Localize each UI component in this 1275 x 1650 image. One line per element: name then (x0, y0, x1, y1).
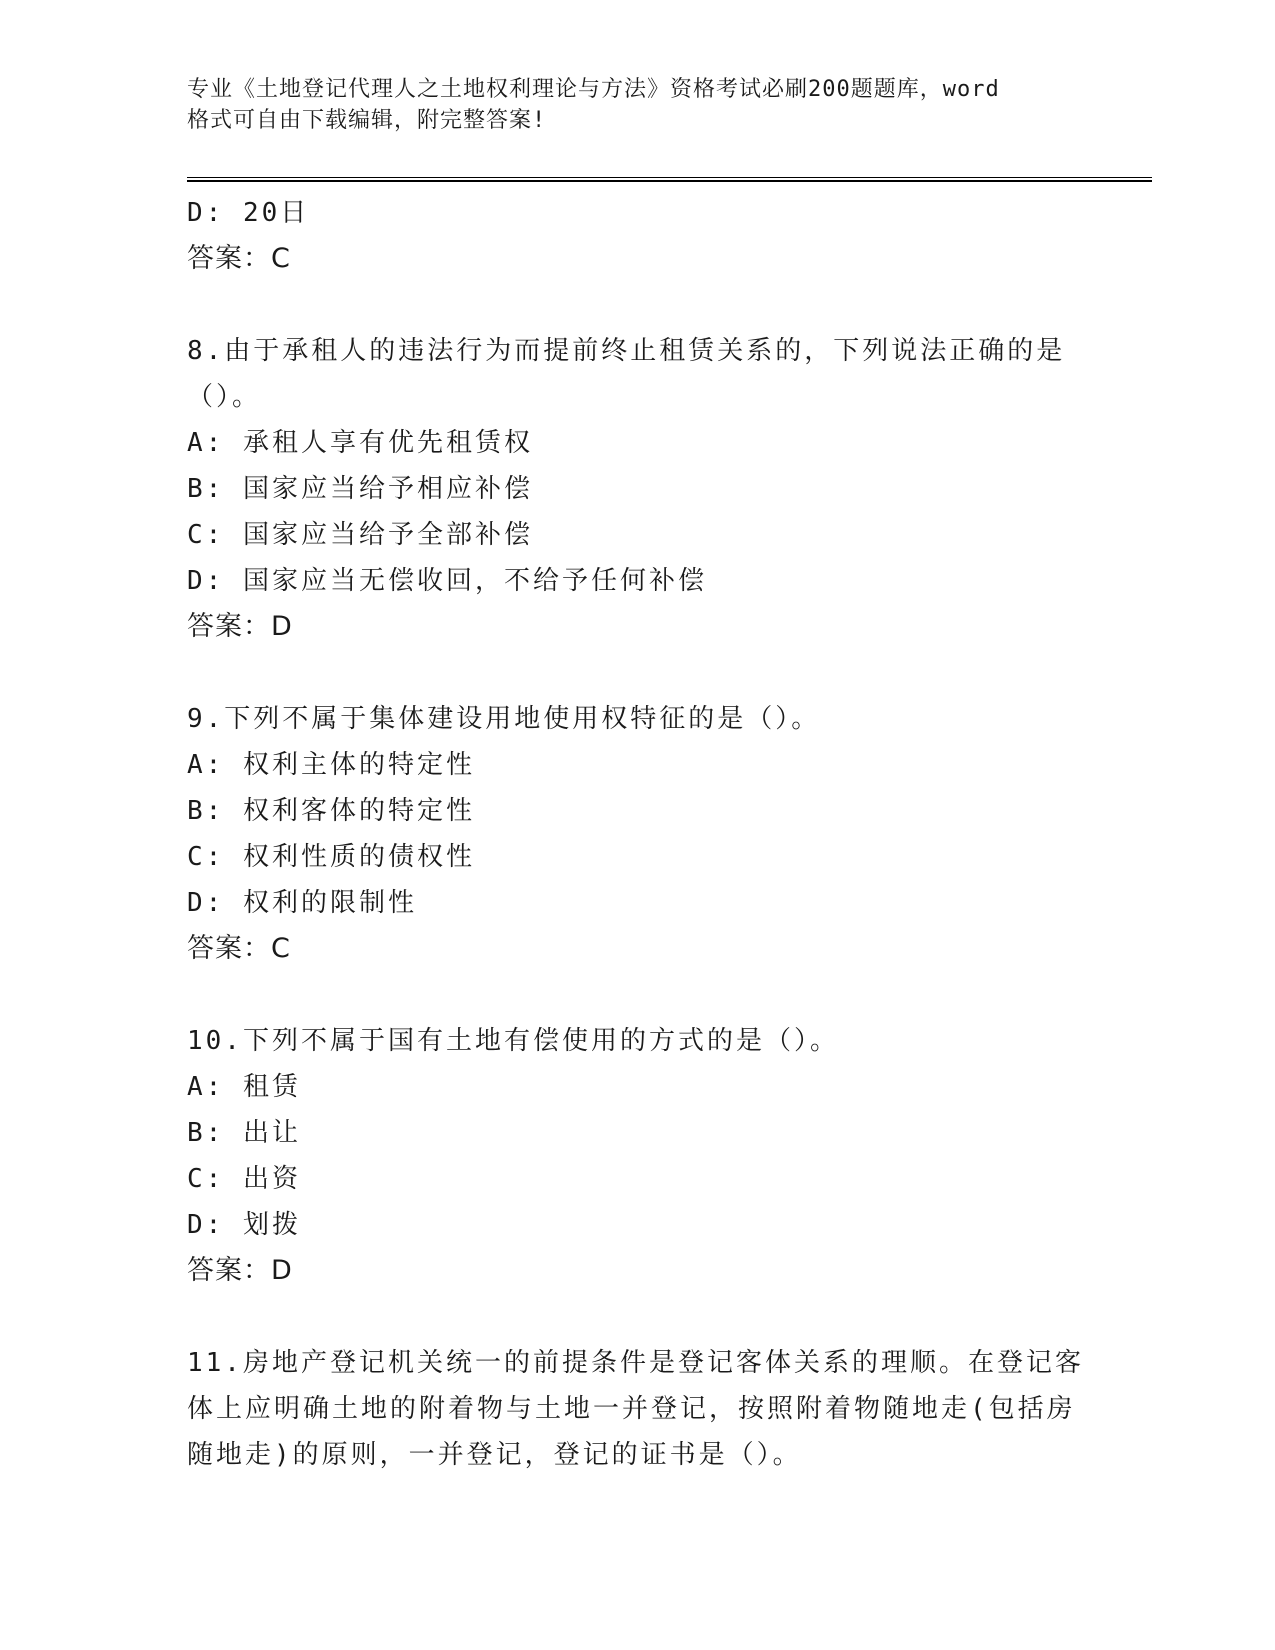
header-line-2: 格式可自由下载编辑，附完整答案! (187, 108, 547, 133)
question-9-option-d: D: 权利的限制性 (187, 888, 417, 918)
question-10-option-b: B: 出让 (187, 1118, 301, 1148)
question-11 (187, 1340, 1087, 1478)
question-9-option-b: B: 权利客体的特定性 (187, 796, 475, 826)
question-8-title-line-1: 8.由于承租人的违法行为而提前终止租赁关系的，下列说法正确的是 (187, 336, 1066, 366)
question-10-answer: 答案：D (187, 1255, 293, 1286)
question-11-title-line-2: 体上应明确土地的附着物与土地一并登记，按照附着物随地走(包括房 (187, 1394, 1076, 1424)
question-8-title-line-2: （）。 (187, 382, 262, 412)
question-10-option-d: D: 划拨 (187, 1210, 301, 1240)
question-10-option-c: C: 出资 (187, 1164, 301, 1194)
question-8-option-c: C: 国家应当给予全部补偿 (187, 520, 533, 550)
spacer (187, 650, 1087, 696)
question-11-title-line-3: 随地走)的原则，一并登记，登记的证书是（）。 (187, 1440, 802, 1470)
question-8-answer: 答案：D (187, 611, 293, 642)
spacer (187, 972, 1087, 1018)
question-8 (187, 328, 1087, 650)
header-divider (187, 177, 1152, 182)
spacer (187, 1294, 1087, 1340)
question-9-option-a: A: 权利主体的特定性 (187, 750, 475, 780)
question-8-option-d: D: 国家应当无偿收回，不给予任何补偿 (187, 566, 707, 596)
question-9-title: 9.下列不属于集体建设用地使用权特征的是（）。 (187, 704, 821, 734)
header-line-1: 专业《土地登记代理人之土地权利理论与方法》资格考试必刷200题题库，word (187, 77, 1000, 102)
question-9-answer: 答案：C (187, 933, 291, 964)
prev-option-d: D: 20日 (187, 198, 310, 228)
document-header (187, 74, 1067, 136)
prev-answer: 答案：C (187, 243, 291, 274)
spacer (187, 282, 1087, 328)
question-8-option-b: B: 国家应当给予相应补偿 (187, 474, 533, 504)
question-10-title: 10.下列不属于国有土地有偿使用的方式的是（）。 (187, 1026, 839, 1056)
question-9 (187, 696, 1087, 972)
document-body (187, 190, 1087, 1478)
question-11-title-line-1: 11.房地产登记机关统一的前提条件是登记客体关系的理顺。在登记客 (187, 1348, 1084, 1378)
question-10-option-a: A: 租赁 (187, 1072, 301, 1102)
question-9-option-c: C: 权利性质的债权性 (187, 842, 475, 872)
question-10 (187, 1018, 1087, 1294)
question-8-option-a: A: 承租人享有优先租赁权 (187, 428, 533, 458)
